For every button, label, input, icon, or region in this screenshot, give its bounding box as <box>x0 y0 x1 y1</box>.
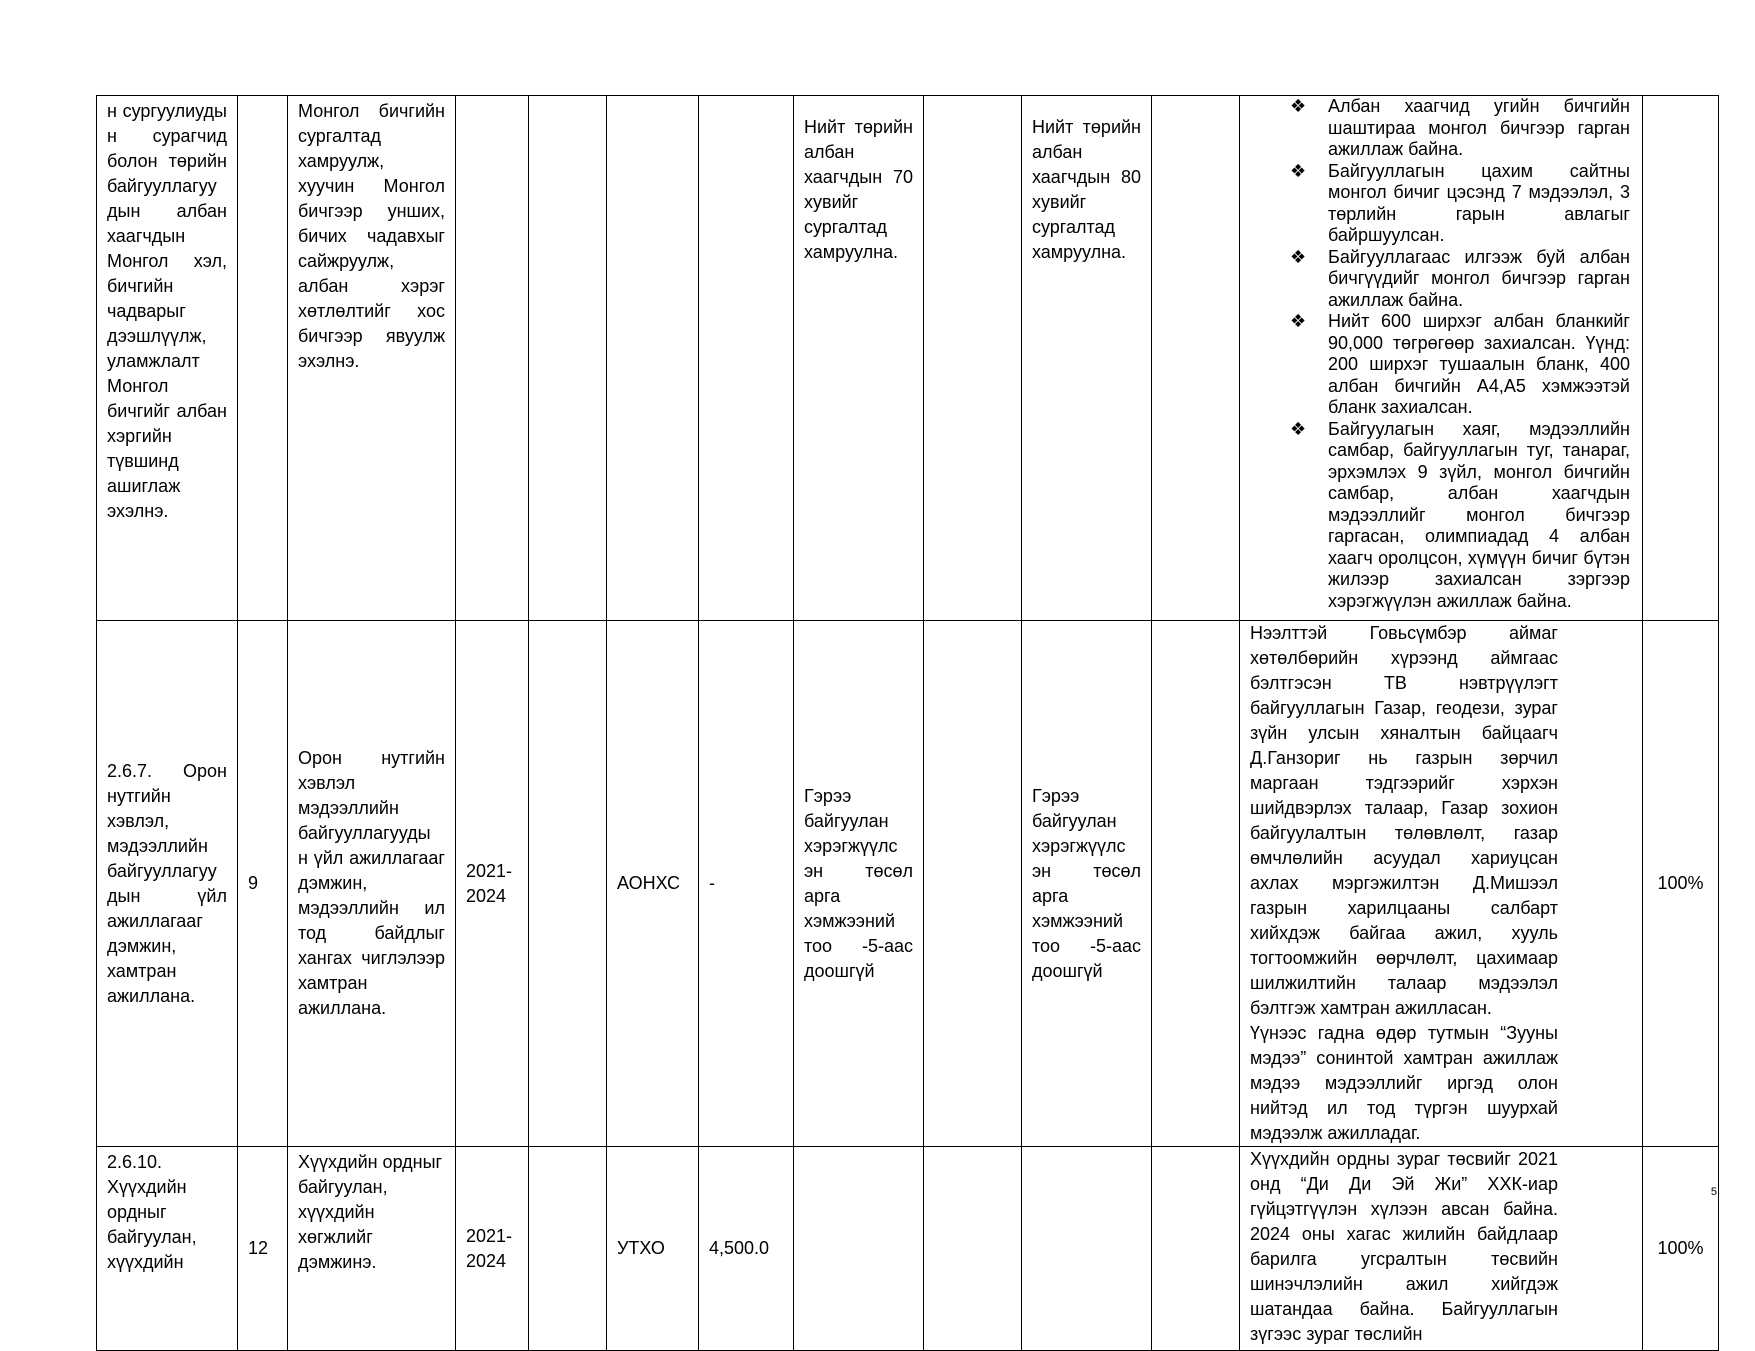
action-text: Монгол бичгийн сургалтад хамруулж, хуучин Монгол бичгээр унших, бичих чадавхыг сайжруулж, албан хэрэг хөтлөлтийг хос бичгээр явуулж эхэлнэ. <box>298 101 445 371</box>
report-paragraph: Үүнээс гадна өдөр тутмын “Зууны мэдээ” сонинтой хамтран ажиллаж мэдээ мэдээллийг иргэд олон нийтэд ил тод түргэн шуурхай мэдээлж ажилладаг. <box>1250 1023 1558 1143</box>
responsible-cell: УТХО <box>607 1147 699 1351</box>
indicator-text: Нийт төрийн албан хаагчдын 70 хувийг сургалтад хамруулна. <box>804 117 913 262</box>
period-cell <box>456 96 529 621</box>
list-item: ❖ Байгуулагын хаяг, мэдээллийн самбар, байгууллагын туг, танараг, эрхэмлэх 9 зүйл, монгол бичгийн самбар, албан хаагчдын мэдээллийг монгол бичгээр гаргасан, олимпиадад 4 албан хаагч оролцсон, хүмүүн бичиг бүтэн жилээр захиалсан зэргээр хэрэгжүүлэн ажиллаж байна. <box>1290 418 1630 611</box>
budget-cell: 4,500.0 <box>699 1147 794 1351</box>
target-cell <box>1022 1147 1152 1351</box>
period-cell: 2021-2024 <box>456 1147 529 1351</box>
list-item: ❖ Нийт 600 ширхэг албан бланкийг 90,000 төгрөгөөр захиалсан. Үүнд: 200 ширхэг тушаалын бланк, 400 албан бичгийн А4,А5 хэмжээтэй бланк захиалсан. <box>1290 311 1630 417</box>
diamond-bullet-icon: ❖ <box>1290 160 1307 181</box>
report-cell <box>1240 621 1643 1147</box>
page-number: 5 <box>1710 1186 1717 1198</box>
empty-cell <box>1152 1147 1240 1351</box>
percent-cell: 100% <box>1643 621 1719 1147</box>
list-item: ❖ Байгууллагын цахим сайтны монгол бичиг цэсэнд 7 мэдээлэл, 3 төрлийн гарын авлагыг байршуулсан. <box>1290 160 1630 245</box>
target-cell <box>1022 621 1152 1147</box>
goal-cell <box>97 96 238 621</box>
number-cell: 12 <box>238 1147 288 1351</box>
target-cell <box>1022 96 1152 621</box>
empty-cell <box>529 96 607 621</box>
empty-cell <box>1152 621 1240 1147</box>
table-row <box>97 1147 1719 1351</box>
action-cell <box>288 1147 456 1351</box>
report-bullet-list <box>1250 96 1630 612</box>
responsible-cell: АОНХС <box>607 621 699 1147</box>
action-cell <box>288 621 456 1147</box>
goal-text: н сургуулиуды н сурагчид болон төрийн байгууллагуу дын албан хаагчдын Монгол хэл, бичгийн чадварыг дээшлүүлж, уламжлалт Монгол бичгийг албан хэргийн түвшинд ашиглаж эхэлнэ. <box>107 101 227 521</box>
action-text: Хүүхдийн ордныг байгуулан, хүүхдийн хөгжлийг дэмжинэ. <box>298 1152 443 1272</box>
action-text: Орон нутгийн хэвлэл мэдээллийн байгууллагууды н үйл ажиллагааг дэмжин, мэдээллийн ил тод байдлыг хангах чиглэлээр хамтран ажиллана. <box>298 748 445 1018</box>
empty-cell <box>529 1147 607 1351</box>
budget-cell: - <box>699 621 794 1147</box>
list-item: ❖ Байгууллагаас илгээж буй албан бичгүүдийг монгол бичгээр гарган ажиллаж байна. <box>1290 246 1630 310</box>
target-text: Гэрээ байгуулан хэрэгжүүлс эн төсөл арга хэмжээний тоо -5-аас доошгүй <box>1032 785 1141 981</box>
goal-cell <box>97 621 238 1147</box>
number-cell: 9 <box>238 621 288 1147</box>
responsible-cell <box>607 96 699 621</box>
report-cell <box>1240 1147 1643 1351</box>
report-cell <box>1240 96 1643 621</box>
indicator-cell <box>794 1147 924 1351</box>
empty-cell <box>924 621 1022 1147</box>
table-row <box>97 621 1719 1147</box>
diamond-bullet-icon: ❖ <box>1290 418 1307 439</box>
indicator-text: Гэрээ байгуулан хэрэгжүүлс эн төсөл арга хэмжээний тоо -5-аас доошгүй <box>804 785 913 981</box>
goal-cell <box>97 1147 238 1351</box>
number-cell <box>238 96 288 621</box>
action-plan-table <box>96 95 1719 1351</box>
report-paragraph: Нээлттэй Говьсүмбэр аймаг хөтөлбөрийн хүрээнд аймгаас бэлтгэсэн ТВ нэвтрүүлэгт байгууллагын Газар, геодези, зураг зүйн улсын хяналтын байцаагч Д.Ганзориг нь газрын зөрчил маргаан тэдгээрийг хэрхэн шийдвэрлэх талаар, Газар зохион байгуулалтын төлөвлөлт, газар өмчлөлийн асуудал хариуцсан ахлах мэргэжилтэн Д.Мишээл газрын харилцааны салбарт хийхдэж байгаа ажил, хууль тогтоомжийн өөрчлөлт, цахимаар шилжилтийн талаар мэдээлэл бэлтгэж хамтран ажилласан. <box>1250 623 1558 1018</box>
goal-text: 2.6.7. Орон нутгийн хэвлэл, мэдээллийн байгууллагуу дын үйл ажиллагааг дэмжин, хамтран ажиллана. <box>107 760 227 1006</box>
list-item: ❖ Албан хаагчид угийн бичгийн шаштираа монгол бичгээр гарган ажиллаж байна. <box>1290 96 1630 159</box>
empty-cell <box>529 621 607 1147</box>
target-text: Нийт төрийн албан хаагчдын 80 хувийг сургалтад хамруулна. <box>1032 117 1141 262</box>
diamond-bullet-icon: ❖ <box>1290 246 1307 267</box>
budget-cell <box>699 96 794 621</box>
indicator-cell <box>794 621 924 1147</box>
empty-cell <box>924 96 1022 621</box>
report-paragraph: Хүүхдийн ордны зураг төсвийг 2021 онд “Ди Ди Эй Жи” ХХК-иар гүйцэтгүүлэн хүлээн авсан байна. 2024 оны хагас жилийн байдлаар барилга угсралтын төсвийн шинэчлэлийн ажил хийгдэж шатандаа байна. Байгууллагын зүгээс зураг төслийн <box>1250 1149 1558 1344</box>
table-row <box>97 96 1719 621</box>
goal-text: 2.6.10. Хүүхдийн ордныг байгуулан, хүүхдийн <box>107 1152 197 1272</box>
action-cell <box>288 96 456 621</box>
percent-cell: 100% <box>1643 1147 1719 1351</box>
empty-cell <box>924 1147 1022 1351</box>
diamond-bullet-icon: ❖ <box>1290 311 1307 331</box>
empty-cell <box>1152 96 1240 621</box>
diamond-bullet-icon: ❖ <box>1290 96 1307 116</box>
indicator-cell <box>794 96 924 621</box>
period-cell: 2021-2024 <box>456 621 529 1147</box>
percent-cell <box>1643 96 1719 621</box>
